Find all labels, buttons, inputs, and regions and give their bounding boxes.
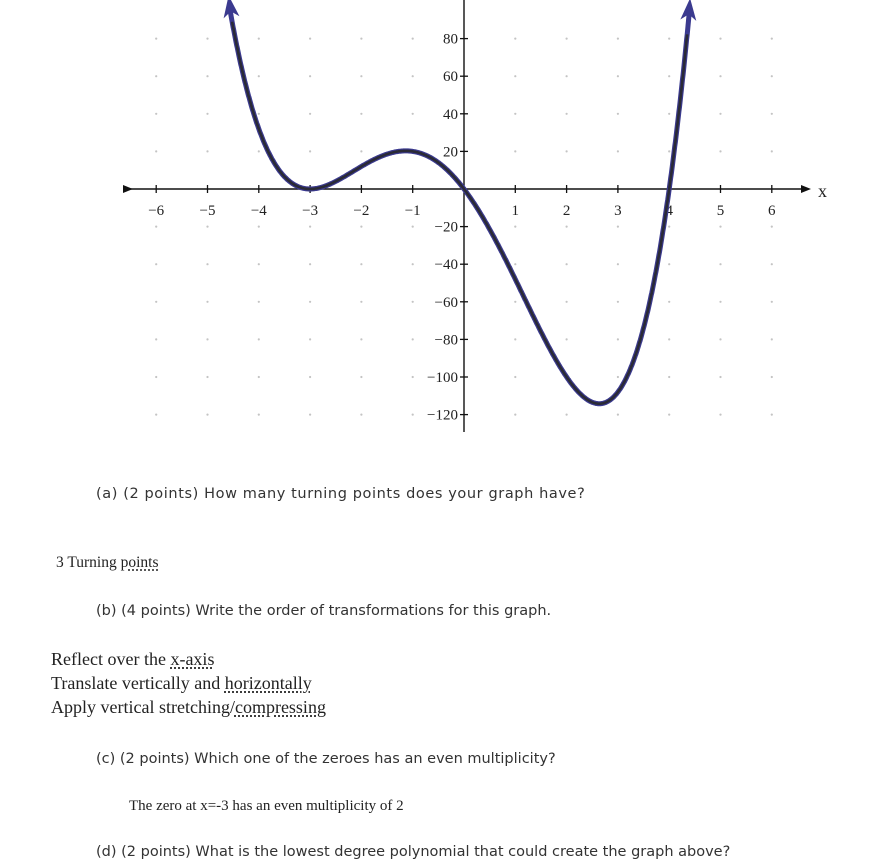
grid-dot — [719, 338, 721, 340]
grid-dot — [617, 113, 619, 115]
grid-dot — [668, 226, 670, 228]
grid-dot — [514, 414, 516, 416]
answer-b-line-2 — [51, 673, 312, 694]
grid-dot — [155, 226, 157, 228]
grid-dot — [360, 414, 362, 416]
grid-dot — [668, 376, 670, 378]
grid-dot — [514, 38, 516, 40]
grid-dot — [360, 226, 362, 228]
grid-dot — [258, 414, 260, 416]
grid-dot — [719, 414, 721, 416]
grid-dot — [206, 38, 208, 40]
grid-dot — [309, 113, 311, 115]
grid-dot — [771, 414, 773, 416]
grid-dot — [360, 338, 362, 340]
grid-dot — [155, 263, 157, 265]
x-tick-label: 2 — [562, 203, 571, 219]
grid-dot — [155, 75, 157, 77]
grid-dot — [566, 75, 568, 77]
y-tick-label: −60 — [434, 294, 458, 311]
grid-dot — [514, 376, 516, 378]
grid-dot — [206, 301, 208, 303]
grid-dot — [309, 301, 311, 303]
grid-dot — [617, 414, 619, 416]
grid-dot — [566, 113, 568, 115]
grid-dot — [206, 226, 208, 228]
grid-dot — [309, 338, 311, 340]
grid-dot — [617, 338, 619, 340]
x-tick-label: −6 — [148, 203, 165, 219]
grid-dot — [719, 150, 721, 152]
grid-dot — [617, 150, 619, 152]
curve-arrow-right — [687, 9, 689, 34]
x-tick-label: −4 — [250, 203, 267, 219]
x-tick-label: −1 — [404, 203, 421, 219]
x-axis-label: x — [818, 181, 827, 201]
y-tick-label: 20 — [443, 144, 458, 161]
curve-arrow-left — [230, 6, 232, 21]
x-tick-label: −3 — [302, 203, 319, 219]
grid-dot — [514, 75, 516, 77]
grid-dot — [155, 113, 157, 115]
grid-dot — [719, 38, 721, 40]
answer-a-underlined: points — [120, 554, 159, 571]
grid-dot — [412, 376, 414, 378]
grid-dot — [412, 226, 414, 228]
grid-dot — [360, 75, 362, 77]
answer-b-line-3-underlined: compressing — [234, 697, 326, 717]
grid-dot — [668, 301, 670, 303]
grid-dot — [206, 263, 208, 265]
grid-dot — [309, 263, 311, 265]
x-tick-label: 3 — [614, 203, 622, 219]
grid-dot — [514, 338, 516, 340]
grid-dot — [617, 75, 619, 77]
grid-dot — [668, 150, 670, 152]
grid-dot — [155, 338, 157, 340]
y-tick-label: 60 — [443, 69, 458, 86]
answer-b-line-1-underlined: x-axis — [170, 649, 215, 669]
answer-a-prefix: 3 Turning — [56, 554, 121, 571]
grid-dot — [206, 150, 208, 152]
grid-dot — [566, 414, 568, 416]
grid-dot — [258, 226, 260, 228]
grid-dot — [258, 338, 260, 340]
grid-dot — [309, 75, 311, 77]
grid-dot — [155, 414, 157, 416]
grid-dot — [719, 75, 721, 77]
grid-dot — [258, 150, 260, 152]
grid-dot — [771, 301, 773, 303]
x-tick-label: 4 — [665, 203, 673, 219]
answer-b-line-1 — [51, 649, 214, 670]
grid-dot — [258, 263, 260, 265]
grid-dot — [155, 150, 157, 152]
x-tick-label: 6 — [768, 203, 776, 219]
y-axis-ticks — [427, 32, 468, 424]
grid-dot — [206, 113, 208, 115]
grid-dot — [668, 75, 670, 77]
grid-dot — [771, 38, 773, 40]
grid-dot — [514, 263, 516, 265]
y-tick-label: −20 — [434, 219, 458, 236]
x-tick-label: 1 — [511, 203, 520, 219]
y-tick-label: 40 — [443, 106, 458, 123]
question-b-text: (b) (4 points) Write the order of transformations for this graph. — [96, 603, 552, 619]
grid-dot — [617, 376, 619, 378]
grid-dot — [668, 263, 670, 265]
y-tick-label: −80 — [434, 332, 458, 349]
question-c — [96, 751, 556, 767]
grid-dot — [719, 226, 721, 228]
grid-dot — [617, 263, 619, 265]
grid-dot — [566, 301, 568, 303]
grid-dot — [360, 150, 362, 152]
grid-dot — [412, 38, 414, 40]
answer-b-line-2-prefix: Translate vertically and — [51, 673, 225, 693]
answer-b-line-2-underlined: horizontally — [224, 673, 312, 693]
grid-dot — [719, 301, 721, 303]
grid-dot — [771, 226, 773, 228]
grid-dot — [771, 75, 773, 77]
grid-dot — [155, 301, 157, 303]
grid-dot — [617, 301, 619, 303]
grid-dot — [360, 301, 362, 303]
grid-dot — [360, 113, 362, 115]
grid-dot — [719, 376, 721, 378]
grid-dot — [668, 414, 670, 416]
y-tick-label: −100 — [427, 370, 458, 386]
grid-dot — [771, 338, 773, 340]
grid-dot — [206, 376, 208, 378]
question-a-text: (a) (2 points) How many turning points does your graph have? — [96, 486, 586, 502]
grid-dot — [206, 338, 208, 340]
axes — [128, 0, 806, 432]
grid-dot — [566, 226, 568, 228]
grid-dot — [309, 38, 311, 40]
grid-dot — [566, 338, 568, 340]
answer-b-line-1-prefix: Reflect over the — [51, 649, 171, 669]
grid-dot — [771, 263, 773, 265]
grid-dot — [514, 226, 516, 228]
grid-dot — [668, 113, 670, 115]
grid-dot — [514, 301, 516, 303]
grid-dot — [155, 376, 157, 378]
grid-dot — [258, 376, 260, 378]
x-tick-label: −5 — [199, 203, 216, 219]
grid-dot — [566, 38, 568, 40]
grid-dot — [668, 38, 670, 40]
grid-dot — [360, 376, 362, 378]
y-tick-label: 80 — [443, 31, 458, 48]
grid-dot — [771, 376, 773, 378]
grid-dot — [412, 263, 414, 265]
answer-c — [129, 798, 404, 815]
y-tick-label: −120 — [427, 407, 458, 424]
grid-dot — [206, 75, 208, 77]
grid-dot — [617, 226, 619, 228]
grid-dot — [309, 226, 311, 228]
grid-dot — [514, 150, 516, 152]
question-b — [96, 603, 551, 619]
x-tick-label: 5 — [716, 203, 725, 219]
grid-dot — [309, 150, 311, 152]
grid-dot — [412, 113, 414, 115]
answer-b-line-3-prefix: Apply vertical stretching/ — [51, 697, 235, 717]
grid-dot — [155, 38, 157, 40]
grid-dot — [412, 75, 414, 77]
grid-dot — [719, 263, 721, 265]
grid-dot — [258, 38, 260, 40]
x-tick-label: −2 — [353, 203, 370, 219]
grid-dot — [309, 414, 311, 416]
grid-dot — [258, 301, 260, 303]
answer-c-text: The zero at x=-3 has an even multiplicity of 2 — [129, 798, 404, 814]
answer-a — [56, 554, 159, 572]
grid-dot — [771, 113, 773, 115]
grid-dot — [360, 38, 362, 40]
grid-dot — [719, 113, 721, 115]
grid-dot — [412, 338, 414, 340]
grid-dot — [566, 150, 568, 152]
answer-b-line-3 — [51, 697, 326, 718]
grid-dot — [771, 150, 773, 152]
grid-dot — [360, 263, 362, 265]
grid-dot — [412, 414, 414, 416]
question-d — [96, 844, 730, 860]
y-tick-label: −40 — [434, 257, 458, 274]
grid-dot — [566, 263, 568, 265]
grid-dot — [258, 113, 260, 115]
grid-dot — [309, 376, 311, 378]
grid-dot — [206, 414, 208, 416]
grid-dot — [668, 338, 670, 340]
grid-dot — [514, 113, 516, 115]
question-c-text: (c) (2 points) Which one of the zeroes has an even multiplicity? — [96, 751, 556, 767]
grid-dot — [617, 38, 619, 40]
question-d-text: (d) (2 points) What is the lowest degree polynomial that could create the graph above? — [96, 844, 731, 860]
grid-dot — [412, 301, 414, 303]
grid-dot — [258, 75, 260, 77]
question-a — [96, 486, 585, 502]
